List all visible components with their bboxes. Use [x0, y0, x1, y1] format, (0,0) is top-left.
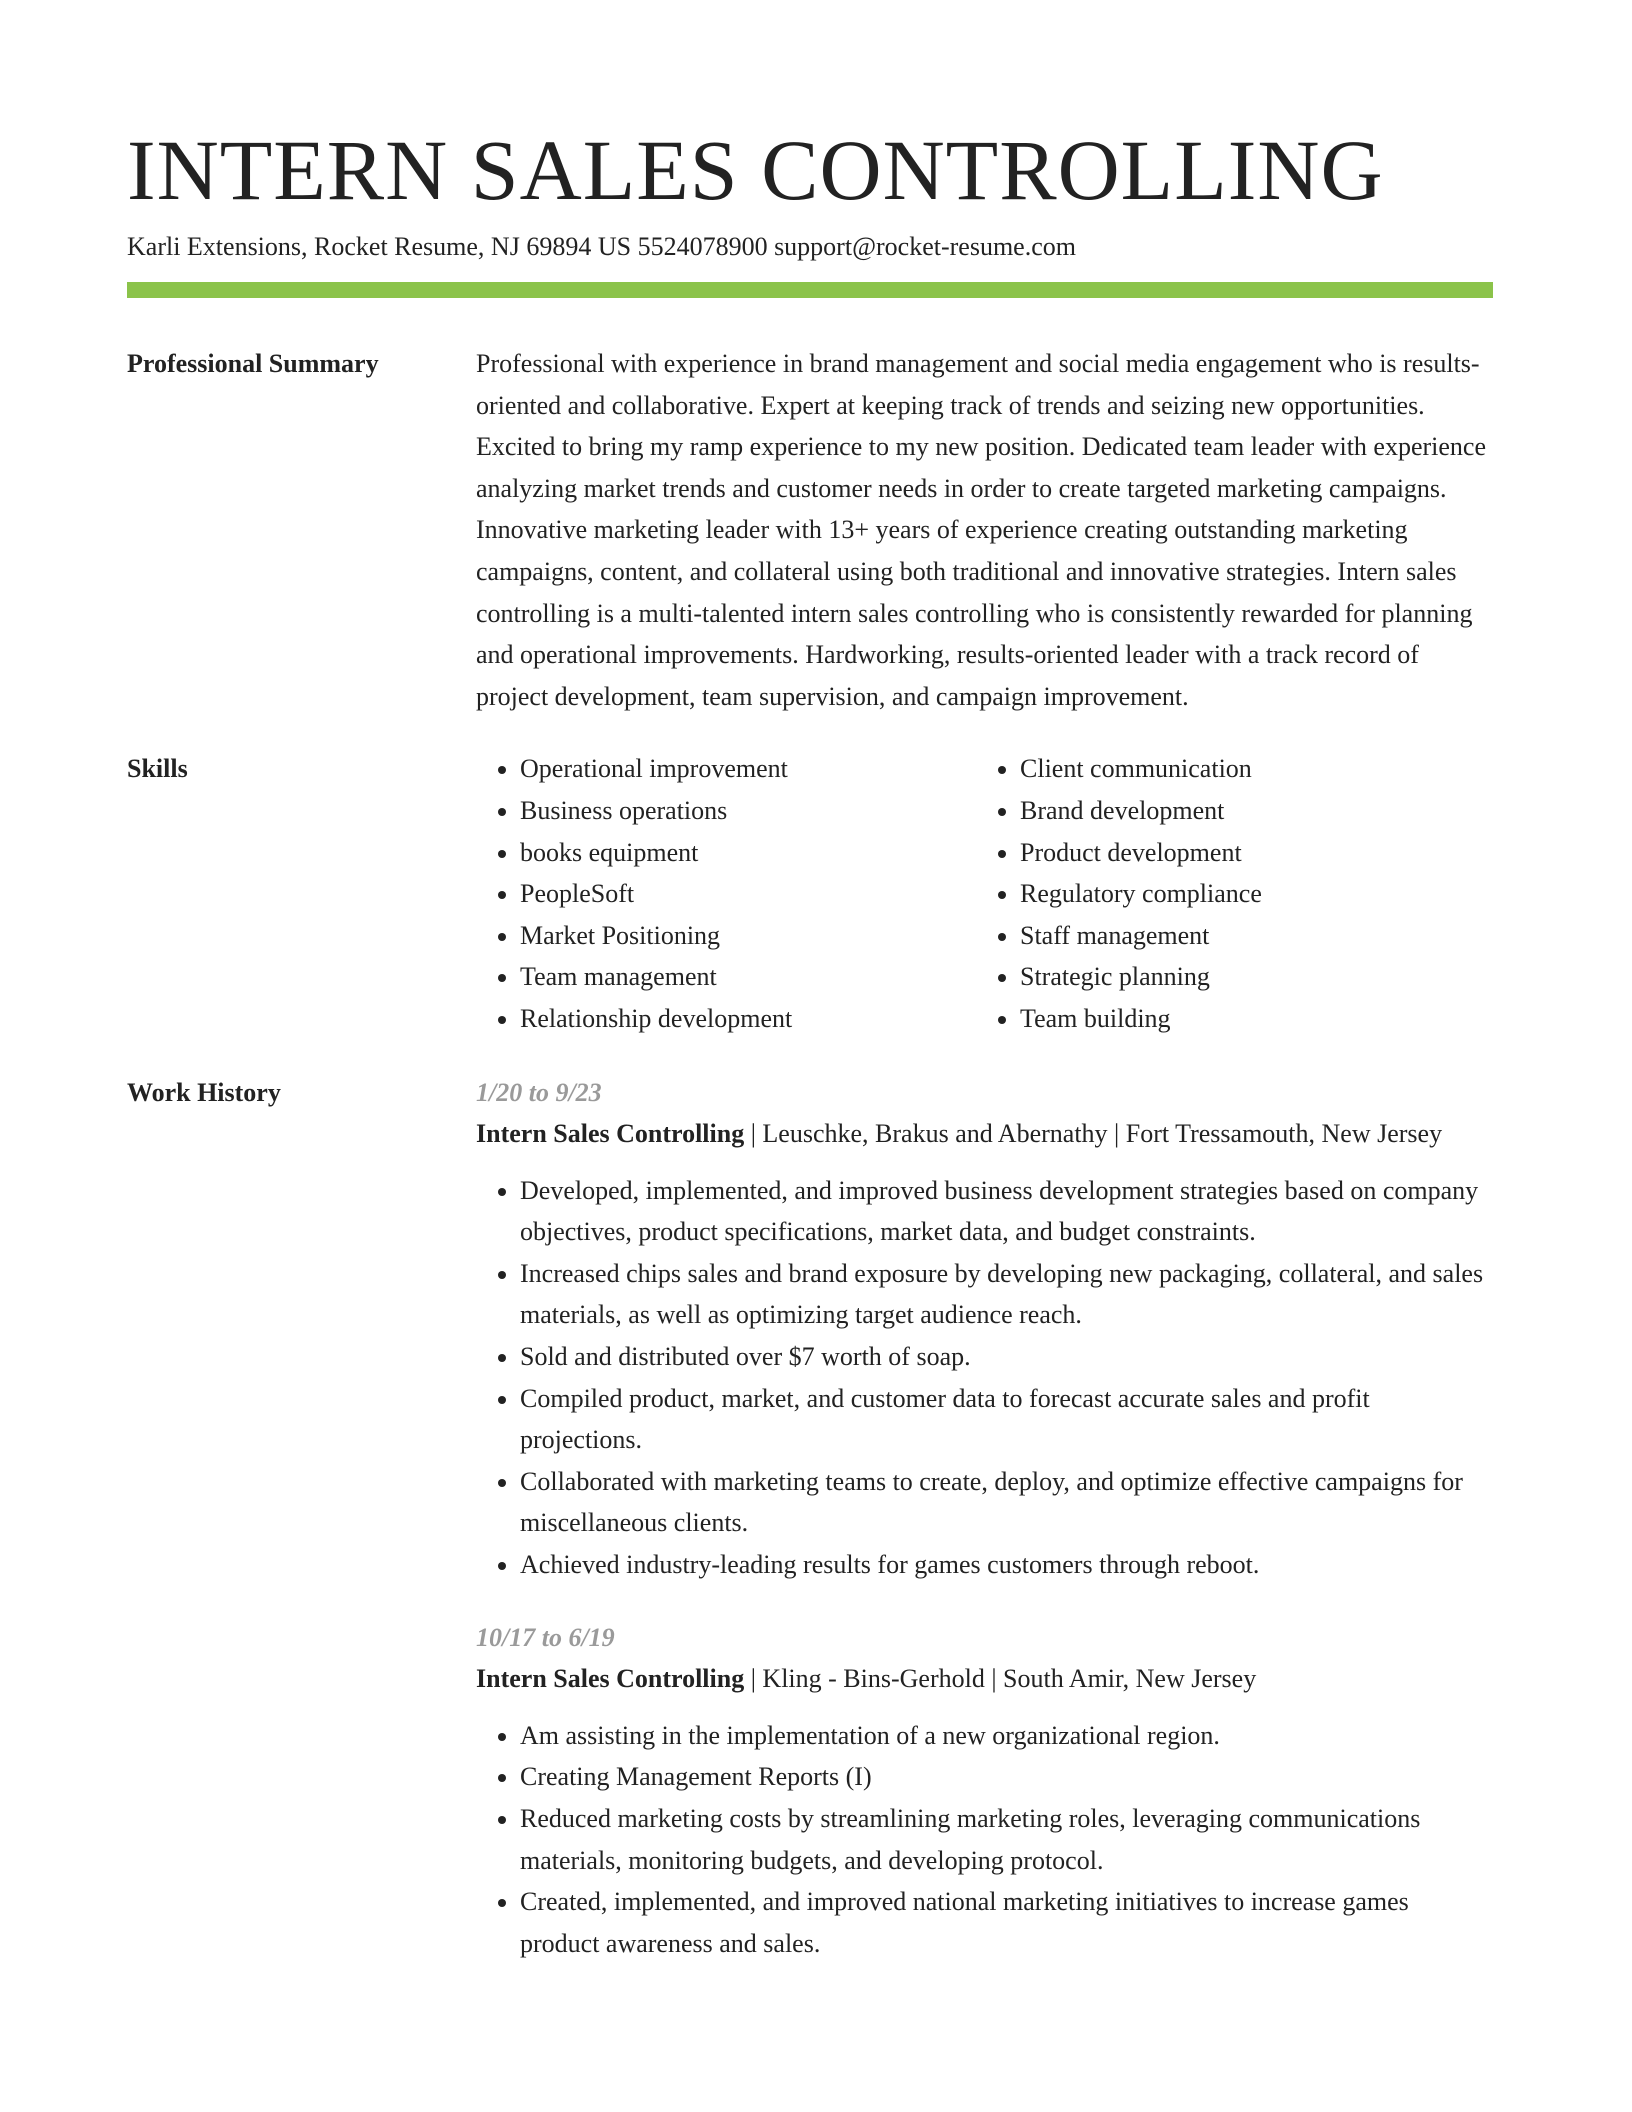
resume-page — [127, 118, 1493, 1964]
contact-info: Karli Extensions, Rocket Resume, NJ 69894 US 5524078900 support@rocket-resume.com — [127, 232, 1076, 261]
job-bullet: • Creating Management Reports (I) — [520, 1756, 1493, 1798]
professional-summary-section — [127, 343, 1493, 717]
skill-item: • Brand development — [1020, 790, 1476, 832]
job-bullets — [476, 1170, 1493, 1586]
resume-title: INTERN SALES CONTROLLING — [127, 122, 1384, 218]
job-bullet: • Compiled product, market, and customer data to forecast accurate sales and profit projections. — [520, 1378, 1493, 1461]
section-heading-summary: Professional Summary — [127, 349, 379, 378]
skills-section — [127, 748, 1493, 1039]
skill-item: • Staff management — [1020, 915, 1476, 957]
job-bullet: • Collaborated with marketing teams to create, deploy, and optimize effective campaigns for miscellaneous clients. — [520, 1461, 1493, 1544]
skills-list-right — [976, 748, 1476, 1039]
job-bullet: • Increased chips sales and brand exposure by developing new packaging, collateral, and sales materials, as well as optimizing target audience reach. — [520, 1253, 1493, 1336]
skills-list-left — [476, 748, 976, 1039]
job-bullet: • Reduced marketing costs by streamlining marketing roles, leveraging communications materials, monitoring budgets, and developing protocol. — [520, 1798, 1493, 1881]
skill-item: • Operational improvement — [520, 748, 976, 790]
job-bullets — [476, 1715, 1493, 1965]
skill-item: • Team management — [520, 956, 976, 998]
skill-item: • books equipment — [520, 832, 976, 874]
skill-item: • Product development — [1020, 832, 1476, 874]
job-heading — [476, 1113, 1493, 1155]
job-dates: 1/20 to 9/23 — [476, 1077, 602, 1107]
skill-item: • Regulatory compliance — [1020, 873, 1476, 915]
job-bullet: • Developed, implemented, and improved business development strategies based on company objectives, product specifications, market data, and budget constraints. — [520, 1170, 1493, 1253]
job-entry — [476, 1072, 1493, 1586]
job-title: Intern Sales Controlling — [476, 1664, 745, 1694]
job-details: | Leuschke, Brakus and Abernathy | Fort Tressamouth, New Jersey — [744, 1119, 1443, 1149]
job-heading — [476, 1658, 1493, 1700]
skill-item: • PeopleSoft — [520, 873, 976, 915]
skill-item: • Team building — [1020, 998, 1476, 1040]
skills-grid — [476, 748, 1493, 1039]
job-title: Intern Sales Controlling — [476, 1119, 745, 1149]
job-bullet: • Am assisting in the implementation of a new organizational region. — [520, 1715, 1493, 1757]
work-history-section — [127, 1072, 1493, 1965]
section-heading-skills: Skills — [127, 754, 188, 784]
job-bullet: • Created, implemented, and improved national marketing initiatives to increase games product awareness and sales. — [520, 1881, 1493, 1964]
job-bullet: • Achieved industry-leading results for games customers through reboot. — [520, 1544, 1493, 1586]
work-history-body — [476, 1072, 1493, 1965]
skill-item: • Client communication — [1020, 748, 1476, 790]
section-heading-work: Work History — [127, 1077, 281, 1107]
summary-text: Professional with experience in brand management and social media engagement who is results-oriented and collaborative. Expert at keeping track of trends and seizing new opportunities. Excited to bring my ramp experience to my new position. Dedicated team leader with experience analyzing market trends and customer needs in order to create targeted marketing campaigns. Innovative marketing leader with 13+ years of experience creating outstanding marketing campaigns, content, and collateral using both traditional and innovative strategies. Intern sales controlling is a multi-talented intern sales controlling who is consistently rewarded for planning and operational improvements. Hardworking, results-oriented leader with a track record of project development, team supervision, and campaign improvement. — [476, 349, 1487, 711]
accent-divider — [127, 282, 1493, 298]
job-entry — [476, 1617, 1493, 1965]
skill-item: • Market Positioning — [520, 915, 976, 957]
job-dates: 10/17 to 6/19 — [476, 1622, 615, 1652]
job-details: | Kling - Bins-Gerhold | South Amir, New Jersey — [744, 1664, 1257, 1694]
job-bullet: • Sold and distributed over $7 worth of soap. — [520, 1336, 1493, 1378]
skill-item: • Relationship development — [520, 998, 976, 1040]
skill-item: • Strategic planning — [1020, 956, 1476, 998]
skill-item: • Business operations — [520, 790, 976, 832]
